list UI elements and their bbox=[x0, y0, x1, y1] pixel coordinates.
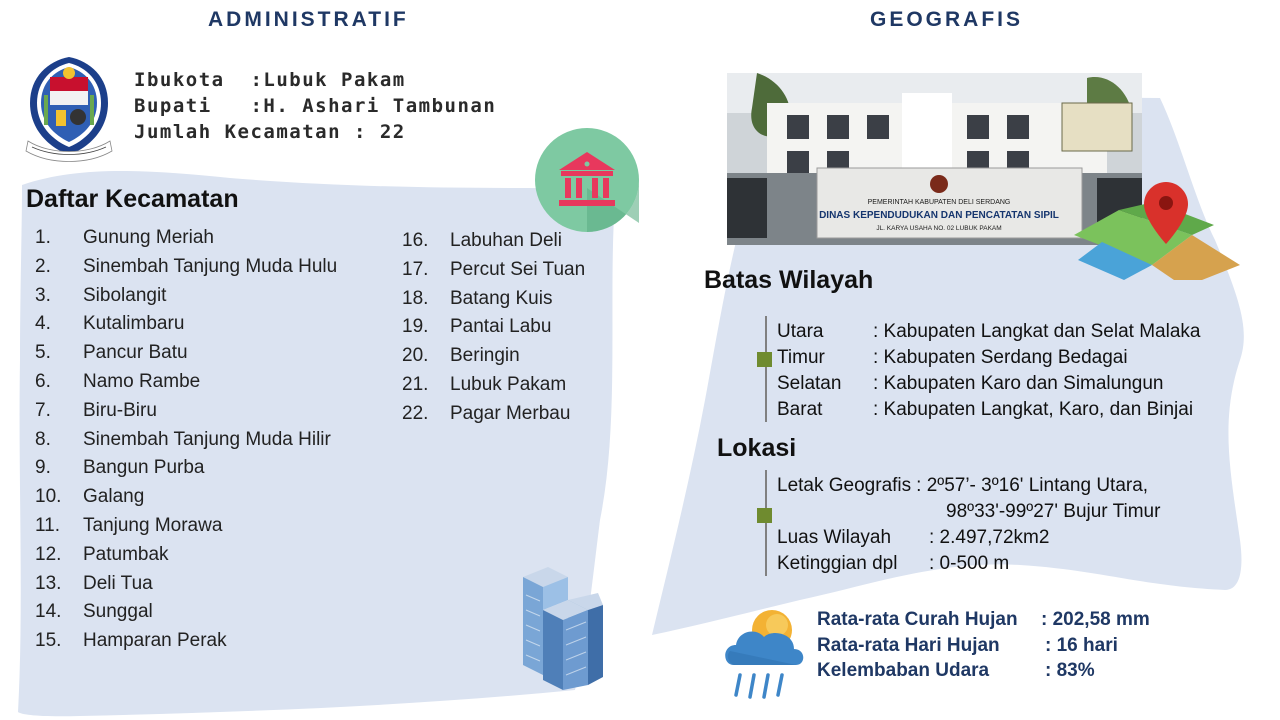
deli-serdang-emblem-logo bbox=[20, 55, 118, 163]
sign-line-3: JL. KARYA USAHA NO. 02 LUBUK PAKAM bbox=[876, 225, 1002, 232]
batas-row-utara: Utara : Kabupaten Langkat dan Selat Malaka bbox=[777, 321, 1201, 342]
lokasi-title: Lokasi bbox=[717, 434, 797, 462]
list-item: 4. Kutalimbaru bbox=[35, 313, 185, 335]
batas-row-selatan: Selatan : Kabupaten Karo dan Simalungun bbox=[777, 373, 1164, 394]
map-location-pin-icon bbox=[1074, 180, 1242, 280]
curah-hujan-row: Rata-rata Curah Hujan : 202,58 mm bbox=[817, 609, 1150, 630]
ibukota-row bbox=[134, 67, 496, 93]
government-building-icon bbox=[535, 128, 639, 232]
geo-section-title: GEOGRAFIS bbox=[870, 8, 1024, 31]
bupati-label: Bupati bbox=[134, 95, 212, 117]
list-item: 10. Galang bbox=[35, 486, 145, 508]
list-item: 18. Batang Kuis bbox=[402, 287, 553, 309]
sign-line-2: DINAS KEPENDUDUKAN DAN PENCATATAN SIPIL bbox=[819, 210, 1059, 221]
list-item: 8. Sinembah Tanjung Muda Hilir bbox=[35, 428, 331, 450]
list-item: 11. Tanjung Morawa bbox=[35, 514, 223, 536]
ibukota-value: :Lubuk Pakam bbox=[250, 69, 406, 91]
bupati-row bbox=[134, 93, 496, 119]
list-item: 22. Pagar Merbau bbox=[402, 402, 571, 424]
weather-stats bbox=[817, 607, 1150, 684]
list-item: 16. Labuhan Deli bbox=[402, 230, 562, 251]
list-item: 20. Beringin bbox=[402, 345, 520, 367]
lokasi-marker bbox=[757, 508, 772, 523]
daftar-kecamatan-title: Daftar Kecamatan bbox=[26, 185, 239, 213]
lokasi-divider bbox=[765, 470, 767, 576]
sign-line-1: PEMERINTAH KABUPATEN DELI SERDANG bbox=[867, 199, 1011, 206]
list-item: 21. Lubuk Pakam bbox=[402, 373, 567, 395]
ibukota-label: Ibukota bbox=[134, 69, 225, 91]
list-item: 17. Percut Sei Tuan bbox=[402, 258, 586, 280]
batas-marker bbox=[757, 352, 772, 367]
list-item: 5. Pancur Batu bbox=[35, 342, 188, 364]
list-item: 14. Sunggal bbox=[35, 601, 153, 623]
list-item: 12. Patumbak bbox=[35, 543, 169, 565]
list-item: 1. Gunung Meriah bbox=[35, 227, 214, 248]
jumlah-kecamatan: Jumlah Kecamatan : 22 bbox=[134, 121, 406, 143]
list-item: 15. Hamparan Perak bbox=[35, 630, 227, 652]
luas-wilayah-row: Luas Wilayah : 2.497,72km2 bbox=[777, 527, 1050, 548]
list-item: 2. Sinembah Tanjung Muda Hulu bbox=[35, 255, 338, 277]
kelembaban-row: Kelembaban Udara : 83% bbox=[817, 660, 1095, 681]
rain-cloud-sun-icon bbox=[720, 605, 810, 703]
list-item: 13. Deli Tua bbox=[35, 572, 153, 594]
batas-wilayah-list bbox=[777, 319, 1200, 423]
list-item: 3. Sibolangit bbox=[35, 284, 167, 306]
batas-wilayah-title: Batas Wilayah bbox=[704, 266, 874, 294]
list-item: 7. Biru-Biru bbox=[35, 399, 157, 421]
lokasi-list bbox=[777, 473, 1160, 577]
bupati-value: :H. Ashari Tambunan bbox=[250, 95, 497, 117]
list-item: 19. Pantai Labu bbox=[402, 316, 552, 338]
hari-hujan-row: Rata-rata Hari Hujan : 16 hari bbox=[817, 634, 1118, 656]
list-item: 6. Namo Rambe bbox=[35, 370, 201, 392]
letak-geografis-row-2: 98º33'-99º27' Bujur Timur bbox=[946, 501, 1161, 522]
ketinggian-row: Ketinggian dpl : 0-500 m bbox=[777, 553, 1010, 574]
list-item: 9. Bangun Purba bbox=[35, 457, 205, 479]
skyscraper-icon bbox=[518, 565, 608, 690]
kecamatan-list-col1 bbox=[35, 224, 337, 656]
batas-row-timur: Timur : Kabupaten Serdang Bedagai bbox=[777, 347, 1128, 368]
admin-section-title: ADMINISTRATIF bbox=[208, 8, 409, 31]
batas-row-barat: Barat : Kabupaten Langkat, Karo, dan Binjai bbox=[777, 399, 1194, 420]
batas-divider bbox=[765, 316, 767, 422]
kecamatan-list-col2 bbox=[402, 227, 585, 429]
letak-geografis-row: Letak Geografis : 2º57’- 3º16' Lintang Utara, bbox=[777, 475, 1149, 496]
